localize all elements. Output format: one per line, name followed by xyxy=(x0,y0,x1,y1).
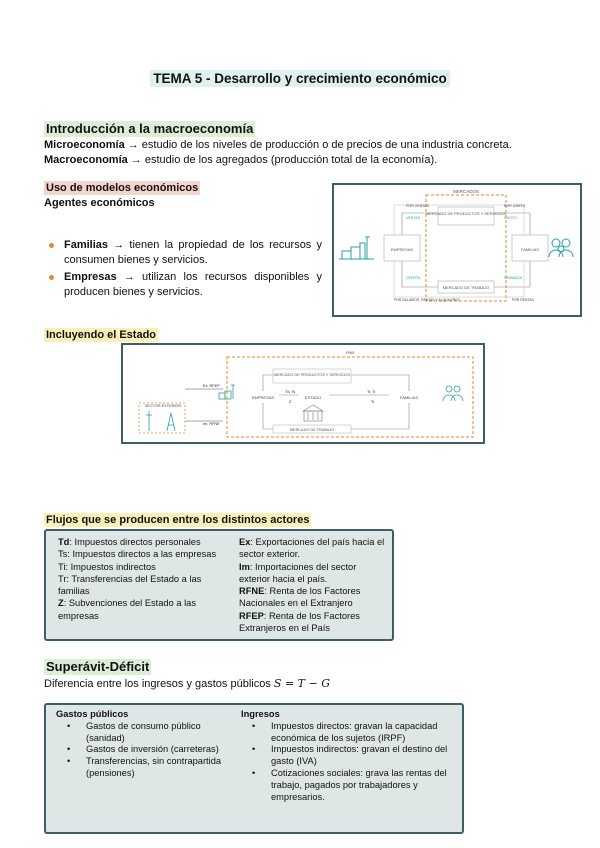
family-icon xyxy=(443,386,463,401)
list-item: • Impuestos directos: gravan la capacidad económica de los sujetos (IRPF) xyxy=(241,721,456,745)
td-ts-label: Td, Ts xyxy=(285,390,296,394)
pnb-label: PNB xyxy=(345,350,355,355)
superavit-heading: Superávit-Déficit xyxy=(46,659,150,674)
government-building-icon xyxy=(303,405,323,421)
families-label: FAMILIAS xyxy=(520,247,540,252)
macro-definition: Macroeconomía → estudio de los agregados (producción total de la economía). xyxy=(44,154,438,166)
labour-market-label: MERCADO DE TRABAJO xyxy=(289,428,335,432)
agents-heading: Agentes económicos xyxy=(44,197,155,209)
income-heading: Ingresos xyxy=(241,709,280,719)
flow-item: Z: Subvenciones del Estado a las empresas xyxy=(58,598,196,621)
superavit-subtitle: Diferencia entre los ingresos y gastos públicos S = T − G xyxy=(44,677,330,690)
income-column xyxy=(241,709,456,803)
for-expense-label: POR GASTO xyxy=(504,204,526,208)
family-icon xyxy=(549,239,573,257)
labour-market-label: MERCADO DE TRABAJO xyxy=(442,285,490,290)
tr-ti-label: Tr, Ti xyxy=(367,390,376,394)
flow-item: Ts: Impuestos directos a las empresas xyxy=(58,549,217,560)
landmarks-icon xyxy=(146,411,175,431)
list-item: • Gastos de consumo público (sanidad) xyxy=(56,721,226,745)
state-heading: Incluyendo el Estado xyxy=(46,329,157,341)
expenses-heading: Gastos públicos xyxy=(56,709,129,719)
companies-label: EMPRESAS xyxy=(390,247,414,252)
z-label: Z xyxy=(289,400,292,404)
public-finance-box xyxy=(44,703,464,834)
list-item: • Transferencias, sin contrapartida (pensiones) xyxy=(56,756,226,780)
factory-icon xyxy=(339,237,374,259)
flows-right-column xyxy=(239,536,389,634)
flow-item: Tr: Transferencias del Estado a las familias xyxy=(58,573,202,597)
expenses-column xyxy=(56,709,226,780)
flows-box xyxy=(44,529,394,641)
flow-item: Im: Importaciones del sector exterior hacia el país. xyxy=(239,561,357,584)
markets-label: MERCADOS xyxy=(452,189,480,194)
goods-market-label: MERCADO DE PRODUCTOS Y SERVICIOS xyxy=(425,211,507,216)
income-label: POR RENTAS xyxy=(512,298,534,302)
page-title: TEMA 5 - Desarrollo y crecimiento económico xyxy=(0,71,600,86)
ex-rfep-label: Ex, RFEP xyxy=(203,384,220,388)
state-flow-diagram xyxy=(121,343,485,444)
wages-label: POR SALARIOS, RENTAS Y ALQUILERES xyxy=(394,298,460,302)
list-item: • Gastos de inversión (carreteras) xyxy=(56,744,226,756)
flow-item: RFNE: Renta de los Factores Nacionales en el Extranjero xyxy=(239,586,361,609)
flow-item: Ex: Exportaciones del país hacia el sector exterior. xyxy=(239,537,385,560)
offer-label: OFERTA xyxy=(406,276,421,280)
flows-heading: Flujos que se producen entre los distintos actores xyxy=(46,514,310,526)
sales-label: VENTAS xyxy=(406,216,421,220)
list-item: Familias → tienen la propiedad de los recursos y consumen bienes y servicios. xyxy=(46,238,322,268)
goods-market-label: MERCADO DE PRODUCTOS Y SERVICIOS xyxy=(273,373,351,377)
state-label: ESTADO xyxy=(304,395,322,400)
tr-label: Tr xyxy=(371,400,375,404)
expense-label: GASTO xyxy=(504,216,517,220)
micro-definition: Microeconomía → estudio de los niveles de producción o de precios de una industria concreta. xyxy=(44,139,512,151)
intro-heading: Introducción a la macroeconomía xyxy=(46,121,254,136)
flow-item: Td: Impuestos directos personales xyxy=(58,537,201,547)
for-sales-label: POR VENTAS xyxy=(406,204,429,208)
flow-item: RFEP: Renta de los Factores Extranjeros en el País xyxy=(239,610,360,634)
agents-list xyxy=(46,238,322,302)
demand-label: DEMANDA xyxy=(504,276,522,280)
list-item: • Impuestos indirectos: gravan el destino del gasto (IVA) xyxy=(241,744,456,768)
external-sector-label: SECTOR EXTERIOR xyxy=(144,404,182,408)
formula: S = T − G xyxy=(273,677,330,690)
list-item: • Cotizaciones sociales: grava las rentas del trabajo, pagados por trabajadores y empresarios. xyxy=(241,768,456,803)
models-heading: Uso de modelos económicos xyxy=(46,182,199,194)
im-rfne-label: Im, RFNE xyxy=(203,422,220,426)
circular-flow-diagram xyxy=(332,183,582,317)
families-label: FAMILIAS xyxy=(399,395,419,400)
flows-left-column xyxy=(58,536,228,622)
companies-label: EMPRESAS xyxy=(251,395,275,400)
list-item: Empresas → utilizan los recursos disponibles y producen bienes y servicios. xyxy=(46,270,322,300)
flow-item: Ti: Impuestos indirectos xyxy=(58,561,156,572)
